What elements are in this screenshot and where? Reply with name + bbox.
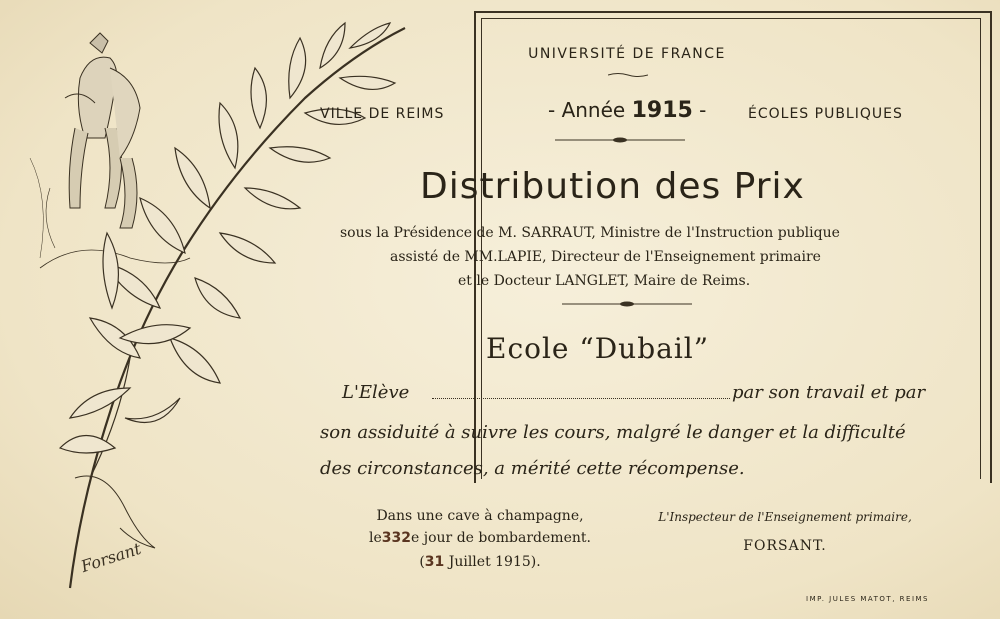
presidence-line-1: sous la Présidence de M. SARRAUT, Ministre de l'Instruction publique bbox=[340, 225, 840, 241]
year-value: 1915 bbox=[631, 98, 693, 123]
divider-ornament bbox=[555, 136, 685, 144]
body-line-3: des circonstances, a mérité cette récompense. bbox=[320, 458, 745, 479]
eleve-label: L'Elève bbox=[342, 382, 410, 403]
inspecteur-title: L'Inspecteur de l'Enseignement primaire, bbox=[658, 510, 912, 524]
cave-line-3: (31 Juillet 1915). bbox=[419, 554, 541, 570]
page-title: Distribution des Prix bbox=[420, 166, 805, 207]
body-line-2: son assiduité à suivre les cours, malgré le danger et la difficulté bbox=[320, 422, 906, 443]
date-day: 31 bbox=[424, 554, 445, 570]
bombardment-day: 332 bbox=[381, 530, 412, 546]
body-line-1-end: par son travail et par bbox=[732, 382, 926, 403]
artist-signature: Forsant bbox=[78, 538, 144, 577]
cave-line-2: le332e jour de bombardement. bbox=[369, 530, 591, 546]
annee-label: - Année 1915 - bbox=[548, 98, 707, 123]
ville-label: VILLE DE REIMS bbox=[320, 106, 445, 122]
printer-imprint: IMP. JULES MATOT, REIMS bbox=[806, 595, 929, 603]
inspecteur-name: FORSANT. bbox=[743, 538, 827, 554]
presidence-line-3: et le Docteur LANGLET, Maire de Reims. bbox=[458, 273, 751, 289]
divider-ornament-2 bbox=[562, 300, 692, 308]
student-name-line bbox=[432, 398, 730, 399]
presidence-line-2: assisté de MM.LAPIE, Directeur de l'Enseignement primaire bbox=[390, 249, 821, 265]
cave-line-1: Dans une cave à champagne, bbox=[376, 508, 584, 524]
ecoles-label: ÉCOLES PUBLIQUES bbox=[748, 106, 903, 122]
small-ornament bbox=[608, 72, 648, 78]
ecole-name: Ecole “Dubail” bbox=[486, 332, 710, 365]
universite-heading: UNIVERSITÉ DE FRANCE bbox=[528, 46, 726, 62]
